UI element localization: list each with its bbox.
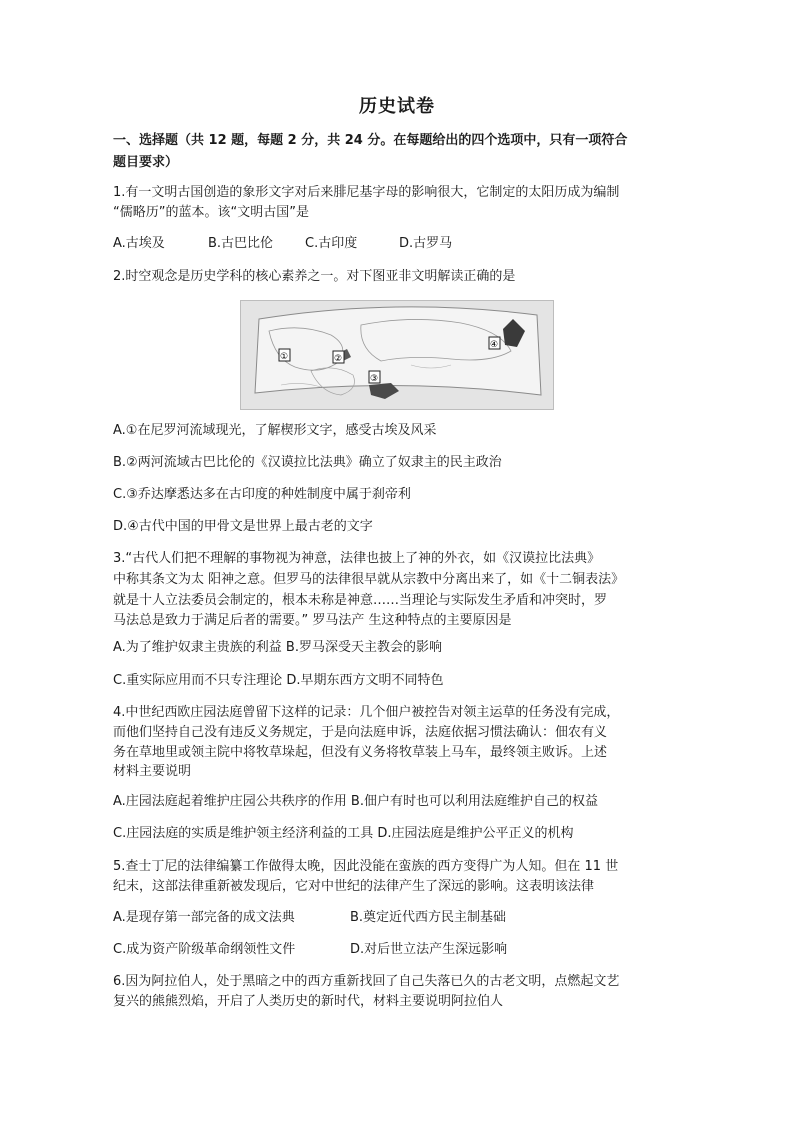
map-marker-1-label: ① [280,352,289,362]
q5-stem-line1: 5.查士丁尼的法律编纂工作做得太晚，因此没能在蛮族的西方变得广为人知。但在 11 世 [113,859,619,874]
page-title: 历史试卷 [359,96,435,117]
q5-option-d[interactable]: D.对后世立法产生深远影响 [350,942,508,957]
section-heading-line2: 题目要求） [113,155,179,170]
map-marker-2-label: ② [334,354,343,364]
map-illustration [241,301,553,409]
q3-stem-line3: 就是十人立法委员会制定的，根本未称是神意……当理论与实际发生矛盾和冲突时，罗 [113,593,608,608]
q1-stem-line2: “儒略历”的蓝本。该“文明古国”是 [113,205,309,220]
q1-option-b[interactable]: B.古巴比伦 [208,236,274,251]
q1-stem-line1: 1.有一文明古国创造的象形文字对后来腓尼基字母的影响很大，它制定的太阳历成为编制 [113,185,620,200]
q5-stem-line2: 纪末，这部法律重新被发现后，它对中世纪的法律产生了深远的影响。这表明该法律 [113,879,595,894]
q3-stem-line1: 3.“古代人们把不理解的事物视为神意，法律也披上了神的外衣，如《汉谟拉比法典》 [113,551,601,566]
q4-stem-line3: 务在草地里或领主院中将牧草垛起，但没有义务将牧草装上马车，最终领主败诉。上述 [113,745,608,760]
map-marker-4-label: ④ [490,340,499,350]
q2-stem-line1: 2.时空观念是历史学科的核心素养之一。对下图亚非文明解读正确的是 [113,269,516,284]
q5-option-a[interactable]: A.是现存第一部完备的成文法典 [113,910,295,925]
q4-stem-line4: 材料主要说明 [113,764,192,779]
q2-option-b[interactable]: B.②两河流域古巴比伦的《汉谟拉比法典》确立了奴隶主的民主政治 [113,455,502,470]
q5-option-c[interactable]: C.成为资产阶级革命纲领性文件 [113,942,296,957]
q3-stem-line2: 中称其条文为太 阳神之意。但罗马的法律很早就从宗教中分离出来了，如《十二铜表法》 [113,572,625,587]
q5-option-b[interactable]: B.奠定近代西方民主制基础 [350,910,507,925]
q1-option-d[interactable]: D.古罗马 [399,236,453,251]
q3-options-ab[interactable]: A.为了维护奴隶主贵族的利益 B.罗马深受天主教会的影响 [113,640,442,655]
q4-options-ab[interactable]: A.庄园法庭起着维护庄园公共秩序的作用 B.佃户有时也可以利用法庭维护自己的权益 [113,794,598,809]
map-marker-3-label: ③ [370,374,379,384]
q4-options-cd[interactable]: C.庄园法庭的实质是维护领主经济利益的工具 D.庄园法庭是维护公平正义的机构 [113,826,574,841]
q6-stem-line1: 6.因为阿拉伯人，处于黑暗之中的西方重新找回了自己失落已久的古老文明，点燃起文艺 [113,974,620,989]
map-marker-4 [489,337,500,350]
q3-stem-line4: 马法总是致力于满足后者的需要。” 罗马法产 生这种特点的主要原因是 [113,613,512,628]
afro-asian-civilization-map [240,300,554,410]
map-marker-2 [333,351,344,364]
q4-stem-line2: 而他们坚持自己没有违反义务规定，于是向法庭申诉，法庭依据习惯法确认：佃农有义 [113,725,608,740]
q2-option-c[interactable]: C.③乔达摩悉达多在古印度的种姓制度中属于刹帝利 [113,487,411,502]
q1-option-c[interactable]: C.古印度 [305,236,358,251]
q6-stem-line2: 复兴的熊熊烈焰，开启了人类历史的新时代，材料主要说明阿拉伯人 [113,994,504,1009]
q2-option-d[interactable]: D.④古代中国的甲骨文是世界上最古老的文字 [113,519,373,534]
map-marker-3 [369,371,380,384]
q1-option-a[interactable]: A.古埃及 [113,236,165,251]
section-heading-line1: 一、选择题（共 12 题，每题 2 分，共 24 分。在每题给出的四个选项中，只有一项符合 [113,133,628,148]
q2-option-a[interactable]: A.①在尼罗河流域现光，了解楔形文字，感受古埃及风采 [113,423,437,438]
q4-stem-line1: 4.中世纪西欧庄园法庭曾留下这样的记录：几个佃户被控告对领主运草的任务没有完成， [113,705,620,720]
section-heading [113,130,688,174]
map-marker-1 [279,349,290,362]
q3-options-cd[interactable]: C.重实际应用而不只专注理论 D.早期东西方文明不同特色 [113,673,444,688]
